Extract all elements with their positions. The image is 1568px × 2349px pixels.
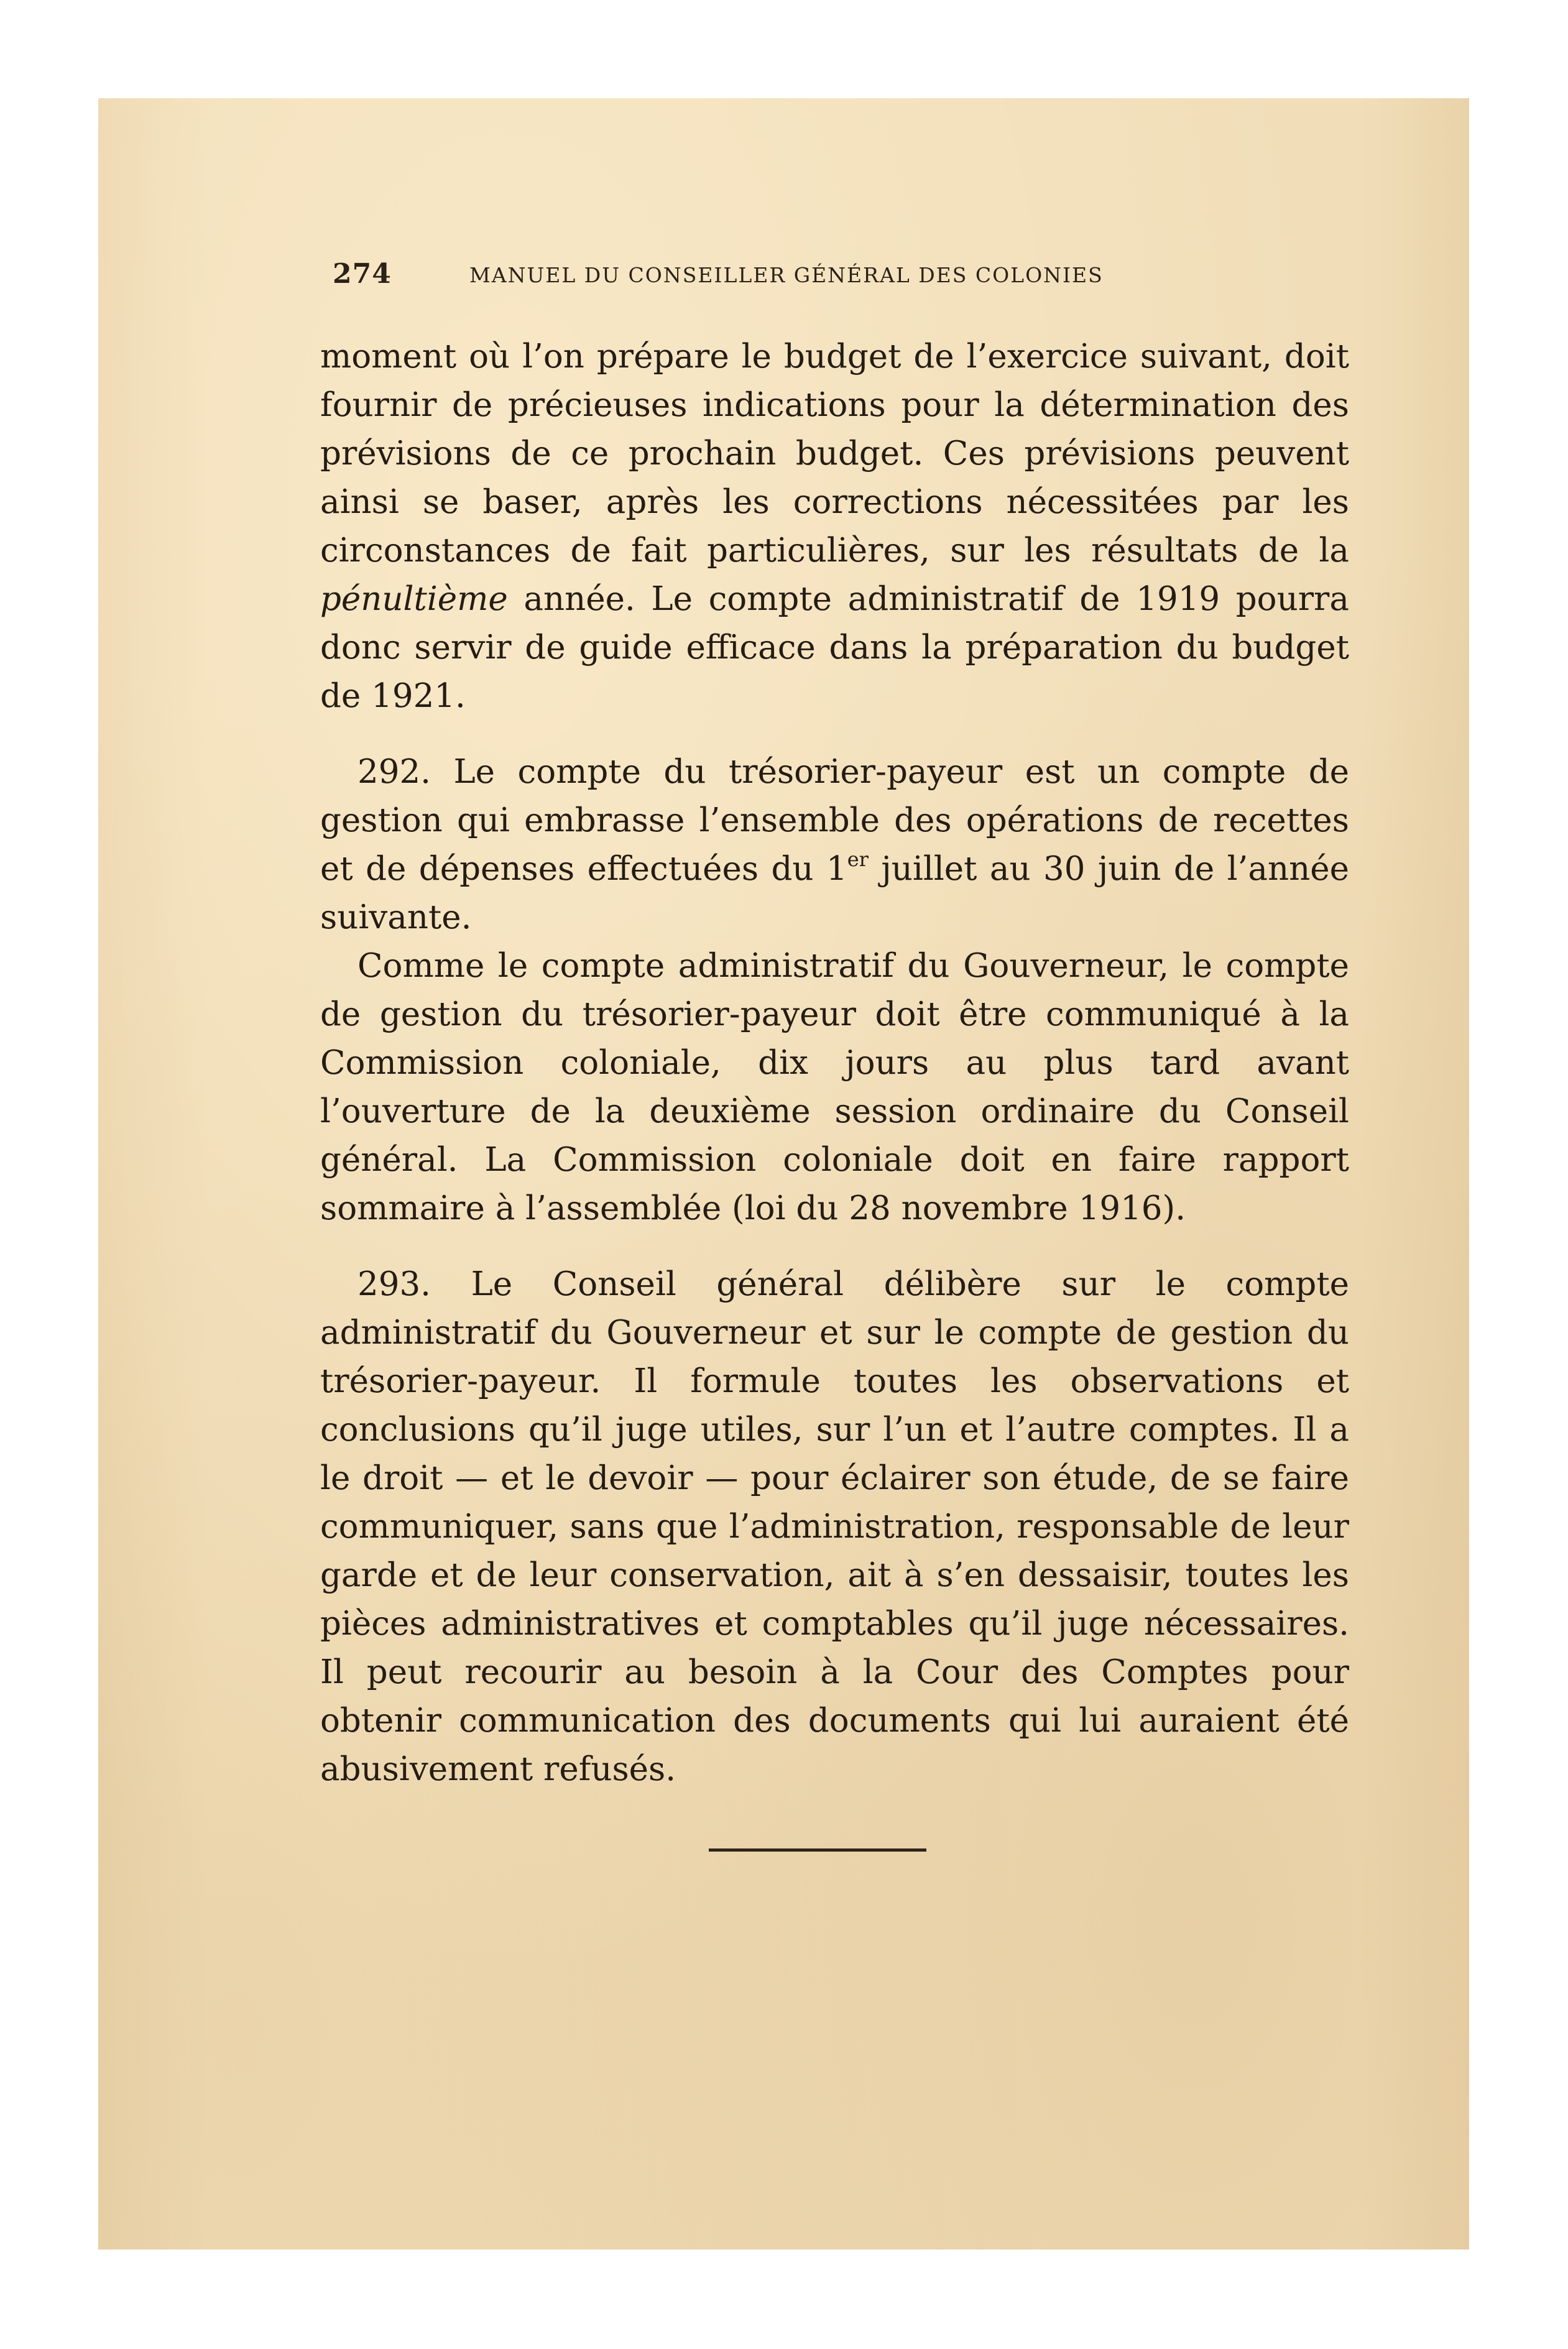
running-title: MANUEL DU CONSEILLER GÉNÉRAL DES COLONIES <box>469 263 1104 287</box>
paragraph-text: juillet au 30 juin de l’année suivante. <box>320 850 1349 936</box>
body-text <box>320 333 1349 1794</box>
paragraph-number: 293. <box>357 1265 431 1303</box>
paragraph-292 <box>320 748 1349 942</box>
paragraph-292-continued <box>320 942 1349 1233</box>
italic-word: pénultième <box>320 580 508 618</box>
paragraph-text: Comme le compte administratif du Gouverneur, le compte de gestion du trésorier-payeur doit être communiqué à la Commission coloniale, dix jours au plus tard avant l’ouverture de la deuxième session ordinaire du Conseil général. La Commission coloniale doit en faire rapport sommaire à l’assemblée (loi du 28 novembre 1916). <box>320 947 1349 1227</box>
end-rule <box>709 1848 926 1852</box>
page-header <box>333 258 1343 295</box>
paragraph-text: moment où l’on prépare le budget de l’exercice suivant, doit fournir de précieuses indications pour la détermination des prévisions de ce prochain budget. Ces prévisions peuvent ainsi se baser, après les corrections nécessitées par les circonstances de fait particulières, sur les résultats de la <box>320 338 1349 570</box>
superscript: er <box>847 847 869 871</box>
paragraph-293 <box>320 1260 1349 1794</box>
paragraph-number: 292. <box>357 753 431 791</box>
paragraph-text: année. Le compte administratif de 1919 pourra donc servir de guide efficace dans la préparation du budget de 1921. <box>320 580 1349 715</box>
paragraph-continuation <box>320 333 1349 721</box>
page-number: 274 <box>333 258 392 290</box>
paragraph-text: Le Conseil général délibère sur le compte administratif du Gouverneur et sur le compte de gestion du trésorier-payeur. Il formule toutes les observations et conclusions qu’il juge utiles, sur l’un et l’autre comptes. Il a le droit — et le devoir — pour éclairer son étude, de se faire communiquer, sans que l’administration, responsable de leur garde et de leur conservation, ait à s’en dessaisir, toutes les pièces administratives et comptables qu’il juge nécessaires. Il peut recourir au besoin à la Cour des Comptes pour obtenir communication des documents qui lui auraient été abusivement refusés. <box>320 1265 1349 1788</box>
paragraph-text: Le compte du trésorier-payeur est un compte de gestion qui embrasse l’ensemble des opérations de recettes et de dépenses effectuées du 1 <box>320 753 1349 888</box>
